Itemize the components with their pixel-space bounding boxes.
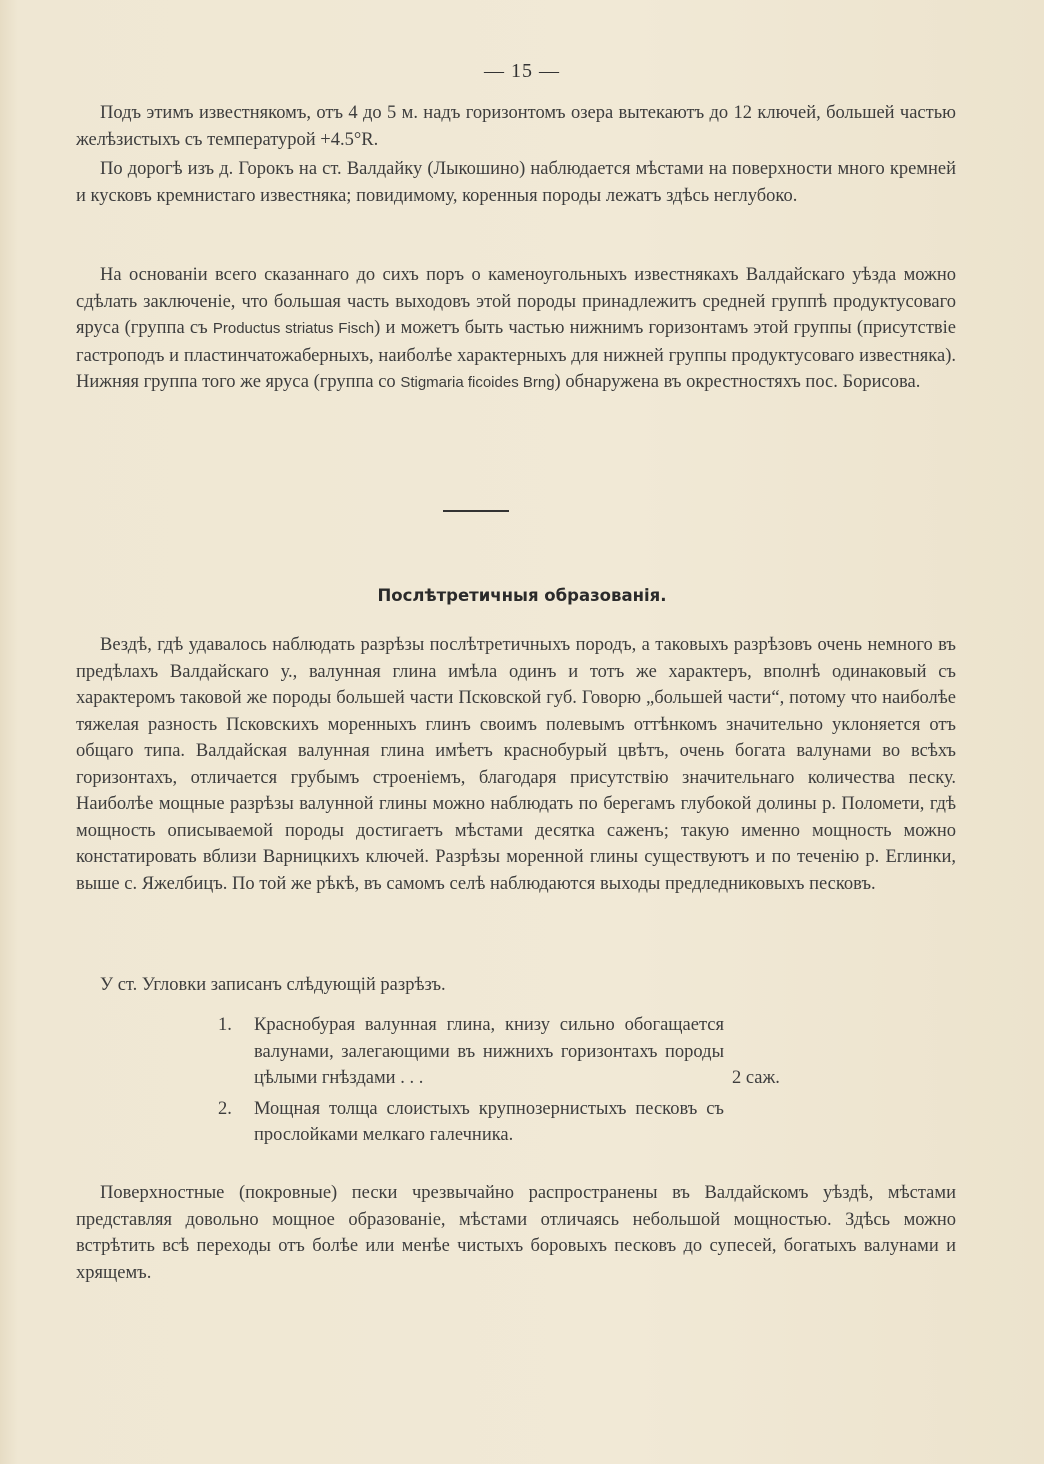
list-item-number: 2. <box>218 1098 232 1119</box>
section-list <box>218 1012 818 1149</box>
paragraph-springs <box>76 100 956 153</box>
list-item <box>218 1096 818 1149</box>
section-divider <box>443 510 509 512</box>
text-run: ) обнаружена въ окрестностяхъ пос. Борисова. <box>554 372 921 392</box>
paragraph-text: По дорогѣ изъ д. Горокъ на ст. Валдайку (Лыкошино) наблюдается мѣстами на поверхности много кремней и кусковъ кремнистаго известняка; повидимому, коренныя породы лежатъ здѣсь неглубоко. <box>76 159 956 206</box>
list-item-measure: 2 саж. <box>732 1068 780 1088</box>
paragraph-road <box>76 156 956 209</box>
paragraph-boulder-clay <box>76 632 956 897</box>
paragraph-surface-sands <box>76 1180 956 1286</box>
paragraph-text: Подъ этимъ известнякомъ, отъ 4 до 5 м. надъ горизонтомъ озера вытекаютъ до 12 ключей, большей частью желѣзистыхъ съ температурой +4.5°R. <box>76 103 956 150</box>
text-run: На основаніи всего сказаннаго до сихъ поръ о каменоугольныхъ известнякахъ Валдайскаго уѣзда можно сдѣлать заключеніе, что большая часть выходовъ этой породы принадлежитъ средней группѣ продуктусоваго яруса (группа съ <box>76 265 956 338</box>
paragraph-text: Поверхностные (покровные) пески чрезвычайно распространены въ Валдайскомъ уѣздѣ, мѣстами представляя довольно мощное образованіе, мѣстами отличаясь небольшой мощностью. Здѣсь можно встрѣтить всѣ переходы отъ болѣе или менѣе чистыхъ боровыхъ песковъ до супесей, богатыхъ валунами и хрящемъ. <box>76 1183 956 1283</box>
species-name: Productus striatus Fisch <box>212 320 375 337</box>
species-name: Stigmaria ficoides Brng <box>400 374 555 391</box>
page-number: — 15 — <box>484 60 560 82</box>
paragraph-text: У ст. Угловки записанъ слѣдующій разрѣзъ. <box>100 975 446 995</box>
paragraph-text: Вездѣ, гдѣ удавалось наблюдать разрѣзы послѣтретичныхъ породъ, а таковыхъ разрѣзовъ очень немного въ предѣлахъ Валдайскаго у., валунная глина имѣла одинъ и тотъ же характеръ, вполнѣ одинаковый съ характеромъ таковой же породы большей части Псковской губ. Говорю „большей части“, потому что наиболѣе тяжелая разность Псковскихъ моренныхъ глинъ своимъ полевымъ оттѣнкомъ значительно уклоняется отъ общаго типа. Валдайская валунная глина имѣетъ краснобурый цвѣтъ, очень богата валунами во всѣхъ горизонтахъ, отличается грубымъ строеніемъ, благодаря присутствію значительнаго количества песку. Наиболѣе мощные разрѣзы валунной глины можно наблюдать по берегамъ глубокой долины р. Поломети, гдѣ мощность описываемой породы достигаетъ мѣстами десятка саженъ; такую именно мощность можно констатировать вблизи Варницкихъ ключей. Разрѣзы моренной глины существуютъ и по теченію р. Еглинки, выше с. Яжелбицъ. По той же рѣкѣ, въ самомъ селѣ наблюдаются выходы предледниковыхъ песковъ. <box>76 635 956 894</box>
text-run: ) и можетъ быть частью нижнимъ горизонтамъ этой группы (присутствіе гастроподъ и пластинчатожаберныхъ, наиболѣе характерныхъ для нижней группы продуктусоваго известняка). Нижняя группа того же яруса (группа со <box>76 318 956 392</box>
section-heading: Послѣтретичныя образованія. <box>377 586 667 605</box>
list-item-text: Мощная толща слоистыхъ крупнозернистыхъ песковъ съ прослойками мелкаго галечника. <box>254 1098 724 1145</box>
list-item <box>218 1012 818 1092</box>
list-item-text: Краснобурая валунная глина, книзу сильно обогащается валунами, залегающими въ нижнихъ горизонтахъ породы цѣлыми гнѣздами . . . <box>254 1015 724 1088</box>
paragraph-section-intro <box>76 972 956 999</box>
paragraph-conclusion <box>76 262 956 397</box>
paragraph-text <box>76 262 956 397</box>
list-item-number: 1. <box>218 1015 232 1035</box>
